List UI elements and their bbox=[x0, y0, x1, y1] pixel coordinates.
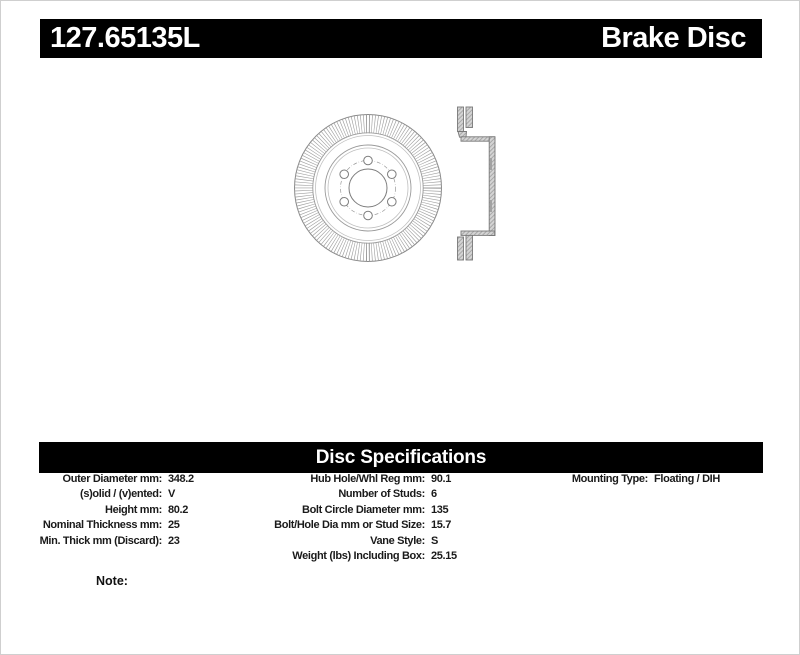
spec-section-title: Disc Specifications bbox=[315, 446, 487, 468]
brake-disc-drawing bbox=[270, 90, 510, 275]
disc-front-view bbox=[295, 115, 442, 262]
spec-value: 348.2 bbox=[168, 473, 194, 485]
disc-cross-section-view bbox=[458, 107, 496, 260]
product-name: Brake Disc bbox=[601, 22, 746, 54]
spec-label: Vane Style: bbox=[370, 534, 425, 547]
header-bar bbox=[40, 19, 762, 58]
spec-value: Floating / DIH bbox=[654, 473, 720, 485]
spec-section-title-bar bbox=[39, 442, 763, 473]
spec-label: (s)olid / (v)ented: bbox=[80, 488, 162, 501]
spec-label: Outer Diameter mm: bbox=[62, 473, 162, 485]
spec-value: 25.15 bbox=[431, 549, 457, 562]
spec-label: Mounting Type: bbox=[571, 473, 648, 485]
spec-value: 6 bbox=[431, 488, 437, 501]
spec-label: Min. Thick mm (Discard): bbox=[39, 534, 162, 547]
spec-value: 90.1 bbox=[431, 473, 452, 485]
spec-label: Bolt Circle Diameter mm: bbox=[301, 503, 425, 516]
part-number: 127.65135L bbox=[50, 22, 200, 54]
spec-value: 135 bbox=[431, 503, 449, 516]
spec-value: S bbox=[431, 534, 438, 547]
spec-label: Weight (lbs) Including Box: bbox=[292, 549, 425, 562]
note-label: Note: bbox=[96, 574, 128, 588]
spec-label: Bolt/Hole Dia mm or Stud Size: bbox=[274, 519, 425, 532]
spec-label: Hub Hole/Whl Reg mm: bbox=[310, 473, 425, 485]
spec-label: Nominal Thickness mm: bbox=[42, 519, 162, 532]
spec-value: 23 bbox=[168, 534, 180, 547]
spec-value: 25 bbox=[168, 519, 180, 532]
spec-label: Number of Studs: bbox=[338, 488, 425, 501]
spec-value: 80.2 bbox=[168, 503, 189, 516]
spec-value: 15.7 bbox=[431, 519, 452, 532]
spec-value: V bbox=[168, 488, 175, 501]
spec-label: Height mm: bbox=[104, 503, 162, 516]
